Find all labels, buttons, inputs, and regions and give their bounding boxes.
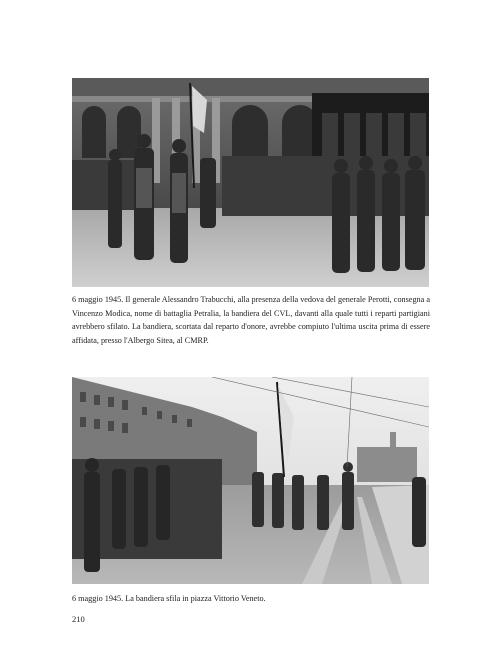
photo-flag-parade-image bbox=[72, 377, 429, 584]
page-number: 210 bbox=[72, 614, 85, 624]
photo-caption: 6 maggio 1945. La bandiera sfila in piazza Vittorio Veneto. bbox=[72, 594, 266, 603]
photo-flag-parade bbox=[72, 377, 429, 584]
photo-caption: 6 maggio 1945. Il generale Alessandro Trabucchi, alla presenza della vedova del generale Perotti, consegna a Vincenzo Modica, nome di battaglia Petralia, la bandiera del CVL, davanti alla quale tutti i reparti partigiani avrebbero sfilato. La bandiera, scortata dal reparto d'onore, avrebbe compiuto l'ultima uscita prima di essere affidata, presso l'Albergo Sitea, al CMRP. bbox=[72, 295, 430, 345]
photo-flag-ceremony bbox=[72, 78, 429, 287]
photo-flag-ceremony-image bbox=[72, 78, 429, 287]
